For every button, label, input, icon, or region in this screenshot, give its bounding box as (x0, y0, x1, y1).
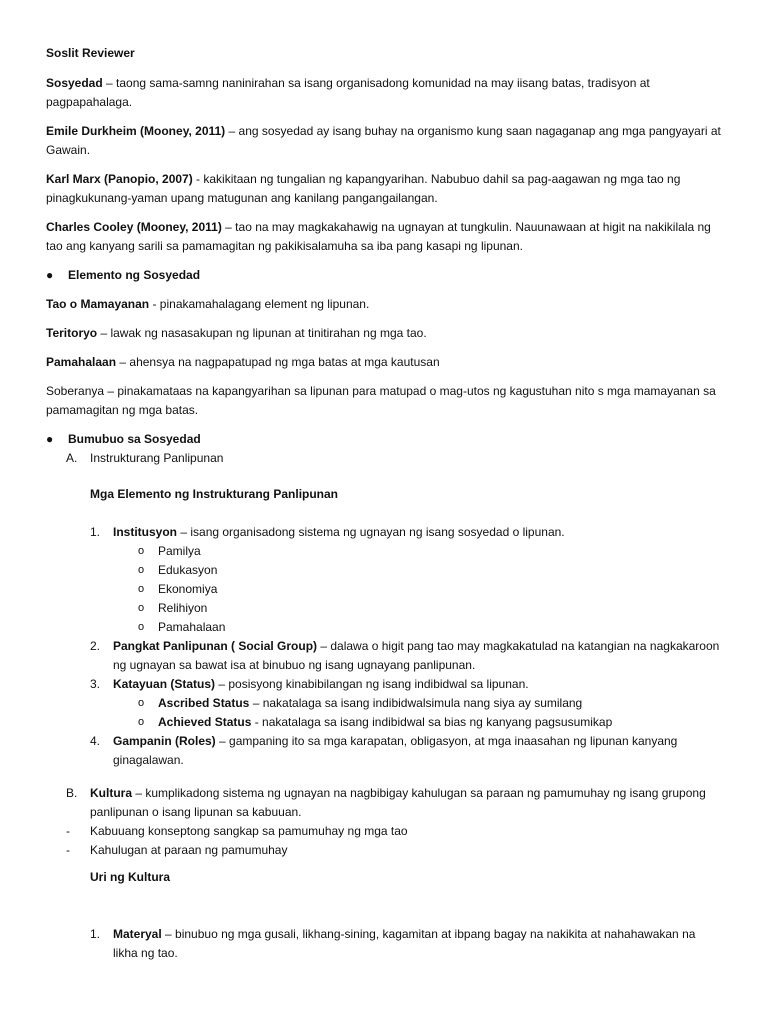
term: Katayuan (Status) (113, 677, 216, 691)
element-text: - pinakamahalagang element ng lipunan. (149, 297, 370, 311)
circle-bullet-icon: o (138, 564, 145, 576)
sub-item (46, 599, 722, 618)
circle-bullet-icon: o (138, 697, 145, 709)
sub-item-label: Edukasyon (158, 563, 218, 577)
term: Achieved Status (158, 715, 252, 729)
dash-bullet-icon: - (66, 824, 70, 838)
section-letter: A. (66, 451, 78, 465)
list-item-katayuan (46, 675, 722, 694)
term: Institusyon (113, 525, 178, 539)
list-number: 4. (90, 734, 101, 748)
sub-item-label: Pamilya (158, 544, 201, 558)
element-tao (46, 295, 722, 314)
dash-item (46, 822, 722, 841)
section-letter: B. (66, 786, 78, 800)
item-text: – dalawa o higit pang tao may magkakatulad na katangian na nagkakaroon ng ugnayan sa bawat isa at binubuo ng isang ugnayang panlipunan. (113, 639, 720, 672)
document-title: Soslit Reviewer (46, 46, 135, 60)
definition-text: – ang sosyedad ay isang buhay na organismo kung saan nagaganap ang mga pangyayari at Gawain. (46, 124, 721, 157)
sub-item-achieved (46, 713, 722, 732)
sub-item-text: – nakatalaga sa isang indibidwalsimula nang siya ay sumilang (249, 696, 583, 710)
bullet-dot-icon: ● (46, 432, 54, 446)
list-number: 1. (90, 525, 101, 539)
sub-item-text: - nakatalaga sa isang indibidwal sa bias ng kanyang pagsusumikap (251, 715, 613, 729)
bullet-label: Bumubuo sa Sosyedad (68, 432, 201, 446)
element-text: – lawak ng nasasakupan ng lipunan at tinitirahan ng mga tao. (97, 326, 427, 340)
item-text: – binubuo ng mga gusali, likhang-sining, kagamitan at ibpang bagay na nakikita at nahahawakan na likha ng tao. (113, 927, 696, 960)
term: Pangkat Panlipunan ( Social Group) (113, 639, 318, 653)
term: Tao o Mamayanan (46, 297, 150, 311)
term: Charles Cooley (Mooney, 2011) (46, 220, 222, 234)
list-number: 3. (90, 677, 101, 691)
circle-bullet-icon: o (138, 583, 145, 595)
sub-item-label: Relihiyon (158, 601, 208, 615)
term: Materyal (113, 927, 162, 941)
dash-item-label: Kabuuang konseptong sangkap sa pamumuhay ng mga tao (90, 824, 408, 838)
circle-bullet-icon: o (138, 716, 145, 728)
sub-item-label: Pamahalaan (158, 620, 226, 634)
list-number: 1. (90, 927, 101, 941)
term: Pamahalaan (46, 355, 117, 369)
uri-title: Uri ng Kultura (90, 870, 170, 884)
term: Teritoryo (46, 326, 98, 340)
element-pamahalaan (46, 353, 722, 372)
dash-item (46, 841, 722, 860)
item-text: – posisyong kinabibilangan ng isang indibidwal sa lipunan. (215, 677, 529, 691)
section-text: – kumplikadong sistema ng ugnayan na nagbibigay kahulugan sa paraan ng pamumuhay ng isang grupong panlipunan o isang lipunan sa kabuuan. (90, 786, 706, 819)
term: Kultura (90, 786, 132, 800)
list-item-materyal (46, 925, 722, 963)
item-text: – isang organisadong sistema ng ugnayan ng isang sosyedad o lipunan. (177, 525, 565, 539)
bullet-elemento (46, 266, 722, 285)
dash-item-label: Kahulugan at paraan ng pamumuhay (90, 843, 288, 857)
circle-bullet-icon: o (138, 621, 145, 633)
list-item-gampanin (46, 732, 722, 770)
definition-text: – taong sama-samng naninirahan sa isang organisadong komunidad na may iisang batas, tradisyon at pagpapahalaga. (46, 76, 650, 109)
sub-item-ascribed (46, 694, 722, 713)
definition-marx (46, 170, 722, 208)
element-text: Soberanya – pinakamataas na kapangyarihan sa lipunan para matupad o mag-utos ng kagustuhan nito s mga mamayanan sa pamamagitan ng mga batas. (46, 384, 716, 417)
element-text: – ahensya na nagpapatupad ng mga batas at mga kautusan (116, 355, 440, 369)
term: Sosyedad (46, 76, 103, 90)
bullet-dot-icon: ● (46, 268, 54, 282)
term: Gampanin (Roles) (113, 734, 216, 748)
list-number: 2. (90, 639, 101, 653)
bullet-bumubuo (46, 430, 722, 449)
subsection-title: Mga Elemento ng Instrukturang Panlipunan (90, 487, 339, 501)
definition-sosyedad (46, 74, 722, 112)
definition-text: – tao na may magkakahawig na ugnayan at tungkulin. Nauunawaan at higit na nakikilala ng tao ang kanyang sarili sa pamamagitan ng pakikisalamuha sa iba pang kasapi ng lipunan. (46, 220, 711, 253)
term: Emile Durkheim (Mooney, 2011) (46, 124, 226, 138)
sub-item-label: Ekonomiya (158, 582, 218, 596)
sub-item (46, 542, 722, 561)
definition-text: - kakikitaan ng tungalian ng kapangyarihan. Nabubuo dahil sa pag-aagawan ng mga tao ng pinagkukunang-yaman upang matugunan ang kanilang pangangailangan. (46, 172, 681, 205)
sub-item (46, 618, 722, 637)
bullet-label: Elemento ng Sosyedad (68, 268, 201, 282)
section-a (46, 449, 722, 468)
element-soberanya (46, 382, 722, 420)
definition-cooley (46, 218, 722, 256)
term: Ascribed Status (158, 696, 250, 710)
section-label: Instrukturang Panlipunan (90, 451, 224, 465)
circle-bullet-icon: o (138, 602, 145, 614)
list-item-institusyon (46, 523, 722, 542)
term: Karl Marx (Panopio, 2007) (46, 172, 193, 186)
section-b (46, 784, 722, 822)
list-item-pangkat (46, 637, 722, 675)
sub-item (46, 561, 722, 580)
element-teritoryo (46, 324, 722, 343)
circle-bullet-icon: o (138, 545, 145, 557)
definition-durkheim (46, 122, 722, 160)
dash-bullet-icon: - (66, 843, 70, 857)
item-text: – gampaning ito sa mga karapatan, obligasyon, at mga inaasahan ng lipunan kanyang ginagalawan. (113, 734, 678, 767)
sub-item (46, 580, 722, 599)
